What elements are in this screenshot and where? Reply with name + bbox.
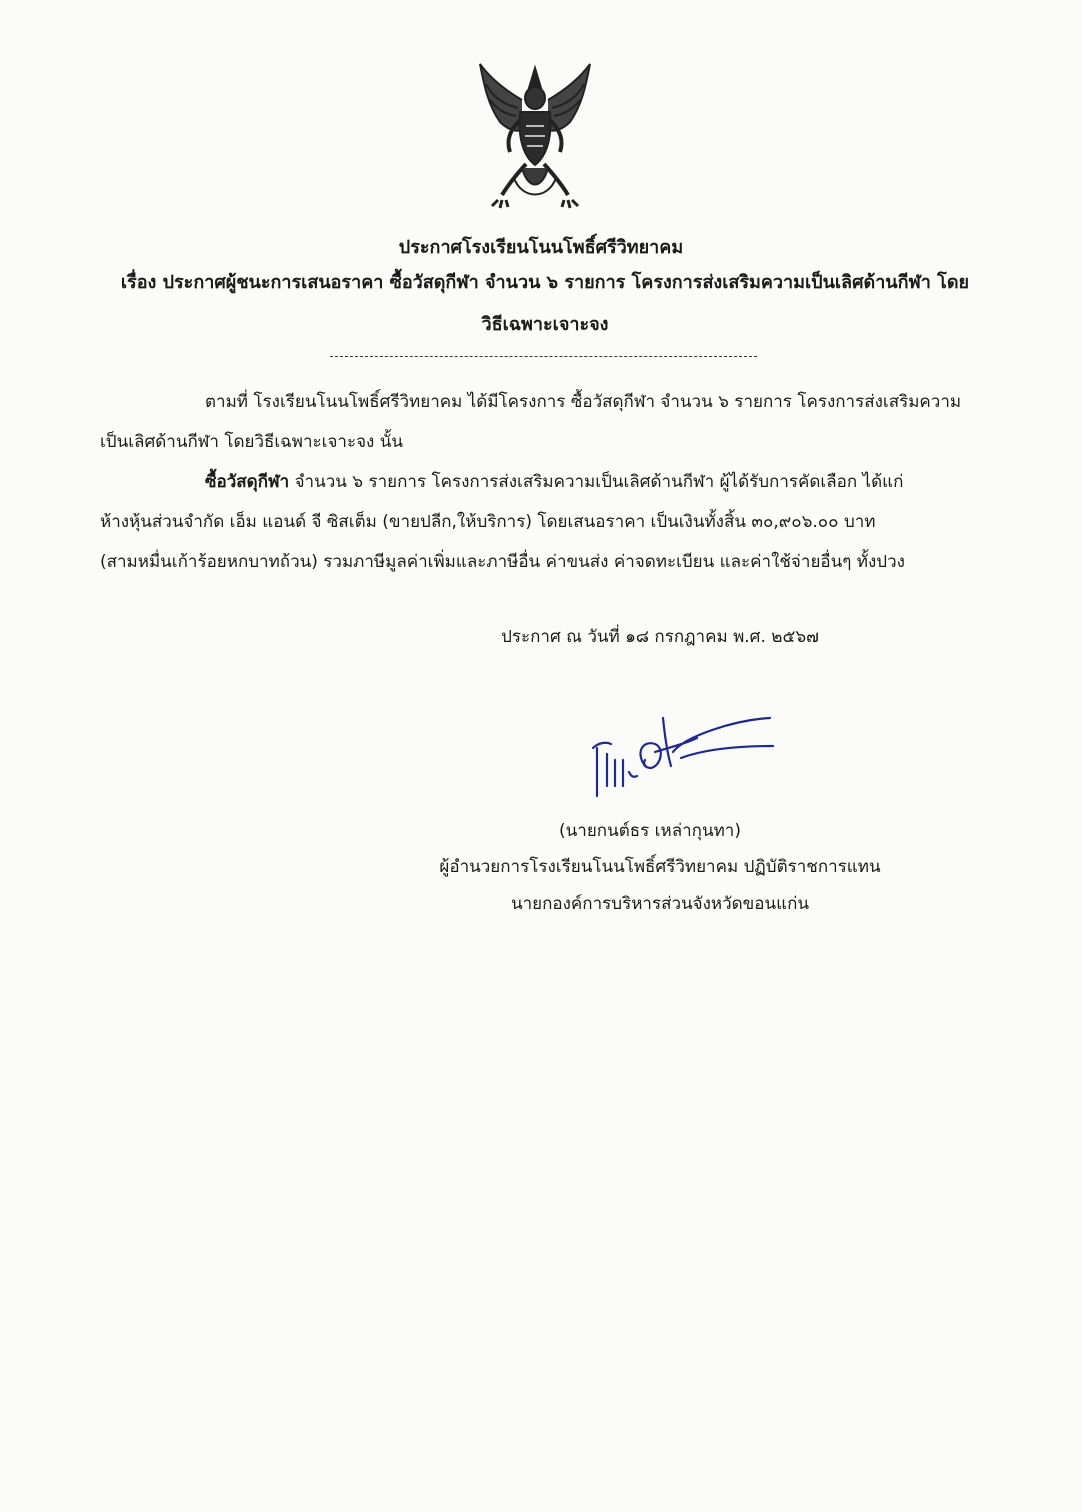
paragraph-1-line-2: เป็นเลิศด้านกีฬา โดยวิธีเฉพาะเจาะจง นั้น (100, 432, 403, 452)
header-divider (330, 356, 757, 357)
subject-line-2: วิธีเฉพาะเจาะจง (481, 314, 609, 335)
paragraph-2-line-2: ห้างหุ้นส่วนจำกัด เอ็ม แอนด์ จี ซิสเต็ม (ขายปลีก,ให้บริการ) โดยเสนอราคา เป็นเงินทั้งสิ้น ๓๐,๙๐๖.๐๐ บาท (100, 512, 876, 532)
subject-line-1: เรื่อง ประกาศผู้ชนะการเสนอราคา ซื้อวัสดุกีฬา จำนวน ๖ รายการ โครงการส่งเสริมความเป็นเลิศด้านกีฬา โดย (120, 272, 970, 293)
paragraph-1-line-1: ตามที่ โรงเรียนโนนโพธิ์ศรีวิทยาคม ได้มีโครงการ ซื้อวัสดุกีฬา จำนวน ๖ รายการ โครงการส่งเสริมความ (205, 392, 962, 412)
announce-date: ประกาศ ณ วันที่ ๑๘ กรกฎาคม พ.ศ. ๒๕๖๗ (501, 627, 819, 647)
garuda-emblem-icon (470, 60, 600, 220)
paragraph-2-lead: ซื้อวัสดุกีฬา (205, 472, 290, 492)
signature-icon (585, 708, 775, 798)
document-title: ประกาศโรงเรียนโนนโพธิ์ศรีวิทยาคม (398, 237, 684, 258)
paragraph-2-line-3: (สามหมื่นเก้าร้อยหกบาทถ้วน) รวมภาษีมูลค่าเพิ่มและภาษีอื่น ค่าขนส่ง ค่าจดทะเบียน และค่าใช้จ่ายอื่นๆ ทั้งปวง (100, 552, 905, 572)
paragraph-2-line-1-rest: จำนวน ๖ รายการ โครงการส่งเสริมความเป็นเลิศด้านกีฬา ผู้ได้รับการคัดเลือก ได้แก่ (289, 472, 904, 492)
signatory-position-1: ผู้อำนวยการโรงเรียนโนนโพธิ์ศรีวิทยาคม ปฏิบัติราชการแทน (439, 857, 881, 877)
document-subject (95, 262, 995, 346)
signatory-position-2: นายกองค์การบริหารส่วนจังหวัดขอนแก่น (511, 894, 809, 914)
paragraph-2-line-1 (205, 468, 903, 495)
signatory-name: (นายกนต์ธร เหล่ากุนทา) (559, 821, 741, 841)
